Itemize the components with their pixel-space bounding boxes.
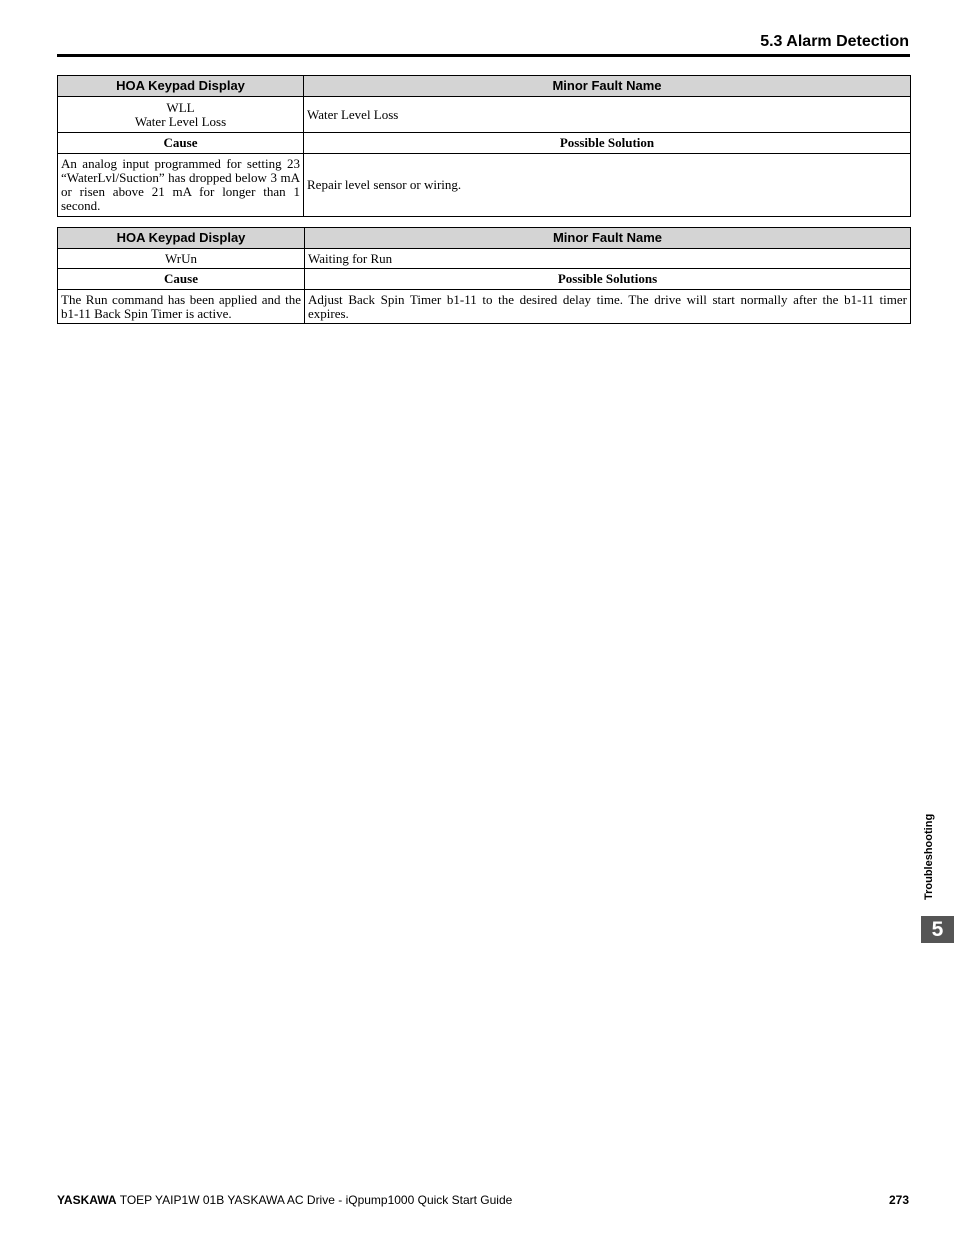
table-header-row bbox=[58, 228, 911, 249]
display-code: WLL bbox=[166, 99, 195, 115]
footer-doc-info bbox=[57, 1193, 512, 1207]
page-number: 273 bbox=[888, 1193, 909, 1207]
header-hoa-keypad-display: HOA Keypad Display bbox=[58, 76, 304, 97]
chapter-tab: 5 bbox=[921, 916, 954, 943]
table-header-row bbox=[58, 76, 911, 97]
header-rule bbox=[57, 54, 910, 57]
fault-table-wll bbox=[57, 75, 911, 217]
table-row bbox=[58, 154, 911, 217]
display-code: WrUn bbox=[58, 249, 305, 269]
cause-text: The Run command has been applied and the b1-11 Back Spin Timer is active. bbox=[58, 290, 305, 324]
footer-brand: YASKAWA bbox=[57, 1193, 117, 1207]
header-minor-fault-name: Minor Fault Name bbox=[304, 76, 911, 97]
fault-name: Water Level Loss bbox=[304, 97, 911, 133]
table-row bbox=[58, 290, 911, 324]
table-row bbox=[58, 97, 911, 133]
solution-text: Adjust Back Spin Timer b1-11 to the desired delay time. The drive will start normally after the b1-11 timer expires. bbox=[305, 290, 911, 324]
solution-label: Possible Solution bbox=[304, 133, 911, 154]
side-tab-label: Troubleshooting bbox=[923, 813, 935, 900]
fault-name: Waiting for Run bbox=[305, 249, 911, 269]
fault-table-wrun bbox=[57, 227, 911, 324]
cause-header-row bbox=[58, 269, 911, 290]
footer-doc-title: TOEP YAIP1W 01B YASKAWA AC Drive - iQpump1000 Quick Start Guide bbox=[119, 1193, 513, 1207]
solution-label: Possible Solutions bbox=[305, 269, 911, 290]
cause-header-row bbox=[58, 133, 911, 154]
header-hoa-keypad-display: HOA Keypad Display bbox=[58, 228, 305, 249]
cause-label: Cause bbox=[58, 269, 305, 290]
display-name: Water Level Loss bbox=[134, 113, 227, 129]
section-title: 5.3 Alarm Detection bbox=[760, 33, 909, 50]
solution-text: Repair level sensor or wiring. bbox=[304, 154, 911, 217]
header-minor-fault-name: Minor Fault Name bbox=[305, 228, 911, 249]
cause-text: An analog input programmed for setting 23 “WaterLvl/Suction” has dropped below 3 mA or risen above 21 mA for longer than 1 second. bbox=[58, 154, 304, 217]
cause-label: Cause bbox=[58, 133, 304, 154]
display-cell bbox=[58, 97, 304, 133]
table-row bbox=[58, 249, 911, 269]
